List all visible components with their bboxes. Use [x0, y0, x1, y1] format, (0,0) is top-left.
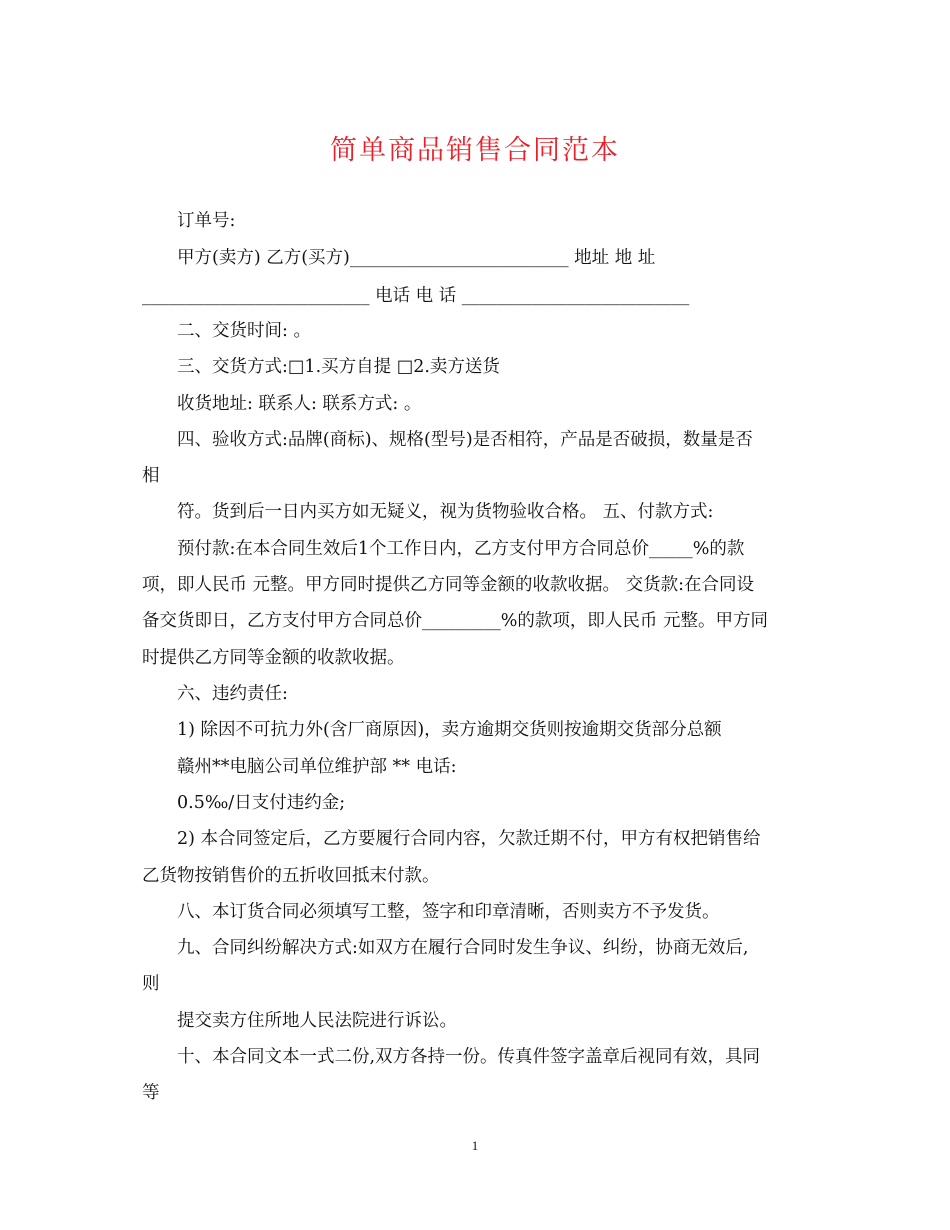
clause-eight: 八、本订货合同必须填写工整，签字和印章清晰，否则卖方不予发货。	[177, 902, 720, 922]
delivery-method-line: 三、交货方式:□1.买方自提 □2.卖方送货	[177, 357, 500, 377]
prepayment-line: 预付款:在本合同生效后1个工作日内，乙方支付甲方合同总价_____%的款	[177, 539, 745, 559]
company-line: 赣州**电脑公司单位维护部 ** 电话:	[177, 757, 457, 777]
prepayment-line-cont: 项，即人民币 元整。甲方同时提供乙方同等金额的收款收据。 交货款:在合同设	[142, 575, 755, 595]
parties-line: 甲方(卖方) 乙方(买方)_________________________ 地址 地 址	[177, 248, 656, 268]
acceptance-line: 符。货到后一日内买方如无疑义，视为货物验收合格。 五、付款方式:	[177, 502, 714, 522]
delivery-payment-line: 备交货即日，乙方支付甲方合同总价_________%的款项，即人民币 元整。甲方同	[142, 611, 768, 631]
clause-nine: 九、合同纠纷解决方式:如双方在履行合同时发生争议、纠纷，协商无效后,	[177, 938, 749, 958]
phone-line: __________________________ 电话 电 话 __________________________	[142, 286, 690, 306]
breach-clause-1: 1) 除因不可抗力外(含厂商原因)，卖方逾期交货则按逾期交货部分总额	[177, 720, 722, 740]
order-number-line: 订单号:	[177, 211, 236, 231]
delivery-payment-line-cont: 时提供乙方同等金额的收款收据。	[142, 648, 405, 668]
delivery-time-line: 二、交货时间: 。	[177, 321, 311, 341]
inspection-line: 四、验收方式:品牌(商标)、规格(型号)是否相符，产品是否破损，数量是否	[177, 430, 753, 450]
breach-clause-2: 2) 本合同签定后，乙方要履行合同内容，欠款迁期不付，甲方有权把销售给	[177, 829, 761, 849]
clause-ten: 十、本合同文本一式二份,双方各持一份。传真件签字盖章后视同有效，具同	[177, 1047, 761, 1067]
penalty-line: 0.5‰/日支付违约金;	[177, 793, 346, 813]
clause-nine-end: 提交卖方住所地人民法院进行诉讼。	[177, 1011, 457, 1031]
breach-heading: 六、违约责任:	[177, 684, 288, 704]
clause-nine-cont: 则	[142, 974, 160, 994]
page-number: 1	[471, 1138, 479, 1153]
inspection-line-cont: 相	[142, 466, 160, 486]
breach-clause-2-cont: 乙货物按销售价的五折收回抵末付款。	[142, 866, 440, 886]
receiving-address-line: 收货地址: 联系人: 联系方式: 。	[177, 394, 422, 414]
clause-ten-cont: 等	[142, 1083, 160, 1103]
document-title: 简单商品销售合同范本	[330, 135, 620, 166]
